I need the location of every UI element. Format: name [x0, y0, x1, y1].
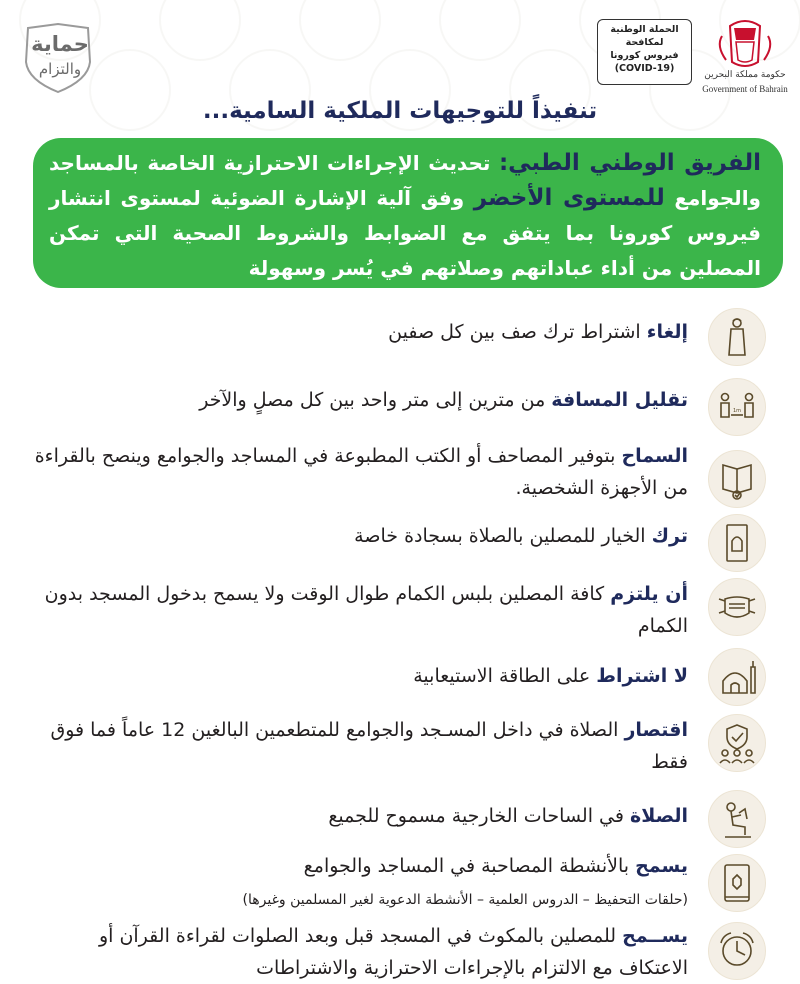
list-item-text	[28, 714, 688, 778]
himaya-logo-word2: والتزام	[38, 60, 82, 78]
list-item-text	[28, 850, 688, 914]
list-item-text	[28, 520, 688, 552]
bahrain-emblem-icon	[700, 16, 790, 70]
list-item	[0, 374, 800, 434]
page-title: تنفيذاً للتوجيهات الملكية السامية...	[202, 98, 598, 124]
list-item	[0, 508, 800, 568]
item-rest: بالأنشطة المصاحبة في المساجد والجوامع	[303, 855, 636, 877]
item-keyword: الصلاة	[629, 805, 688, 827]
list-item	[0, 574, 800, 644]
list-item	[0, 646, 800, 706]
clock-icon	[708, 922, 766, 980]
gov-name-arabic: حكومة مملكة البحرين	[704, 70, 786, 80]
list-item-text	[28, 384, 688, 416]
list-item-text	[28, 660, 688, 692]
item-note: (حلقات التحفيظ – الدروس العلمية – الأنشطة الدعوية لغير المسلمين وغيرها)	[242, 892, 688, 908]
list-item	[0, 438, 800, 506]
campaign-line-2: لمكافحة	[625, 37, 664, 48]
campaign-line-1: الحملة الوطنية	[610, 24, 679, 35]
intro-part1: تحديث الإجراءات الاحترازية الخاصة بالمساجد والجوامع	[49, 151, 761, 210]
list-item	[0, 306, 800, 366]
list-item-text	[28, 578, 688, 642]
distance-label: 1m	[732, 408, 742, 414]
list-item	[0, 708, 800, 784]
item-rest: الخيار للمصلين بالصلاة بسجادة خاصة	[354, 525, 652, 547]
list-item	[0, 848, 800, 914]
list-item-text	[28, 316, 688, 348]
vaccinated-people-icon	[708, 714, 766, 772]
campaign-badge	[597, 19, 692, 85]
item-keyword: أن يلتزم	[610, 583, 688, 605]
government-logo	[700, 16, 790, 96]
item-rest: في الساحات الخارجية مسموح للجميع	[328, 805, 630, 827]
islamic-book-icon	[708, 854, 766, 912]
item-keyword: ترك	[651, 525, 688, 547]
list-item-text	[28, 440, 688, 504]
gov-name-english: Government of Bahrain	[702, 84, 788, 94]
intro-paragraph	[49, 146, 761, 286]
item-rest: اشتراط ترك صف بين كل صفين	[388, 321, 647, 343]
item-keyword: تقليل المسافة	[551, 389, 688, 411]
campaign-line-3: فيروس كورونا	[610, 50, 679, 61]
item-keyword: إلغاء	[646, 321, 688, 343]
item-rest: من مترين إلى متر واحد بين كل مصلٍ والآخر	[199, 389, 552, 411]
item-keyword: السماح	[621, 445, 688, 467]
item-keyword: يسمح	[635, 855, 688, 877]
list-item	[0, 784, 800, 844]
mosque-icon	[708, 648, 766, 706]
praying-person-icon	[708, 790, 766, 848]
prayer-mat-icon	[708, 514, 766, 572]
intro-emphasis: للمستوى الأخضر	[473, 185, 665, 211]
item-keyword: اقتصار	[624, 719, 688, 741]
social-distance-icon	[708, 378, 766, 436]
item-keyword: يســمح	[622, 925, 688, 947]
item-rest: بتوفير المصاحف أو الكتب المطبوعة في المساجد والجوامع وينصح بالقراءة من الأجهزة الشخصية.	[34, 445, 688, 499]
item-rest: على الطاقة الاستيعابية	[413, 665, 597, 687]
intro-lead: الفريق الوطني الطبي:	[498, 150, 761, 176]
list-item	[0, 918, 800, 982]
intro-part2: وفق آلية الإشارة الضوئية لمستوى انتشار فيروس كورونا بما يتفق مع الضوابط والشروط الصحية التي تمكن المصلين من أداء عباداتهم وصلاتهم في يُسر وسهولة	[49, 186, 761, 280]
item-rest: الصلاة في داخل المسـجد والجوامع للمتطعمين البالغين 12 عاماً فما فوق فقط	[50, 719, 688, 773]
himaya-logo	[18, 22, 98, 94]
item-keyword: لا اشتراط	[596, 665, 688, 687]
list-item-text	[28, 800, 688, 832]
item-rest: للمصلين بالمكوث في المسجد قبل وبعد الصلوات لقراءة القرآن أو الاعتكاف مع الالتزام بالإجراءات الاحترازية والاشتراطات	[98, 925, 688, 979]
himaya-logo-word1: حماية	[31, 32, 89, 56]
item-rest: كافة المصلين بلبس الكمام طوال الوقت ولا يسمح بدخول المسجد بدون الكمام	[44, 583, 688, 637]
intro-box	[33, 138, 783, 288]
campaign-line-4: (COVID-19)	[614, 63, 675, 74]
face-mask-icon	[708, 578, 766, 636]
man-standing-icon	[708, 308, 766, 366]
quran-book-icon	[708, 450, 766, 508]
list-item-text	[28, 920, 688, 984]
